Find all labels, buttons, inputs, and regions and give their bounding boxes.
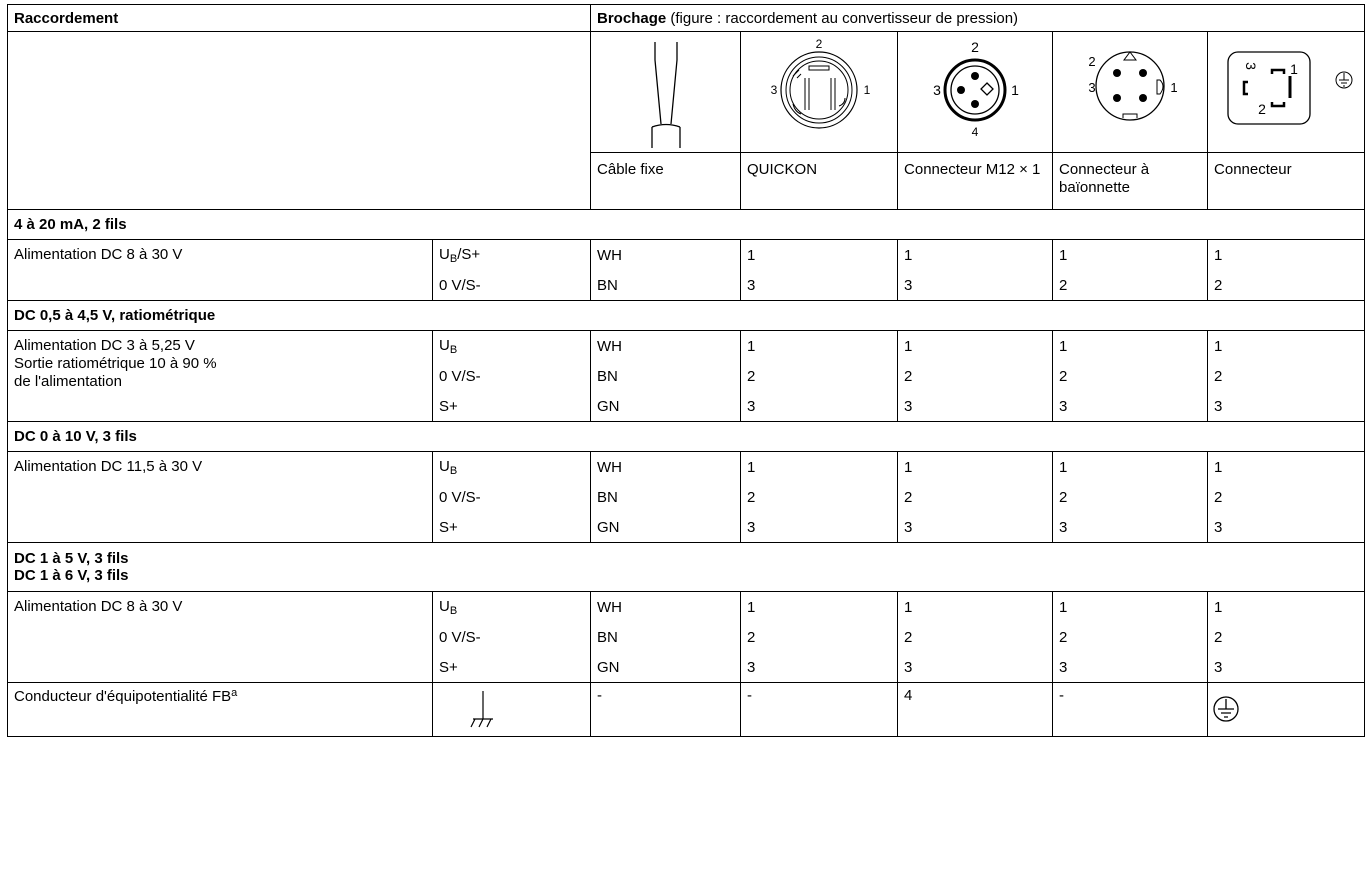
pin-connector: 2 [1208,482,1365,512]
pin-m12: 3 [898,391,1053,422]
table-row [8,452,1365,483]
pin-cable: BN [591,270,741,301]
pin-bayonet: 3 [1053,652,1208,683]
signal-subscript: B [449,252,458,265]
header-connection: Raccordement [8,5,591,32]
chassis-ground-icon [433,683,591,732]
connector-pin-3: 3 [1243,62,1260,70]
figure-cell-m12 [898,32,1053,153]
signal-name [433,452,591,483]
pin-m12: 1 [898,240,1053,271]
pin-m12: 2 [898,482,1053,512]
connector-figures-row [8,32,1365,153]
pin-connector: 2 [1208,622,1365,652]
pin-cable: GN [591,652,741,683]
signal-name [433,512,591,543]
signal-name [433,592,591,623]
fixed-cable-icon [591,32,741,148]
quickon-pin-left: 3 [770,83,778,97]
signal-main: U [439,457,450,475]
connector-name-connector: Connecteur [1208,153,1365,210]
pin-bayonet: 2 [1053,482,1208,512]
pin-connector: 1 [1208,452,1365,483]
footnote-marker: a [231,687,238,699]
pin-cable: WH [591,240,741,271]
pin-quickon: 1 [741,452,898,483]
pin-bayonet: 3 [1053,512,1208,543]
section-header [8,543,1365,592]
bayonet-connector-icon [1053,32,1208,148]
pin-bayonet: 1 [1053,452,1208,483]
pin-bayonet: 1 [1053,240,1208,271]
section-title [8,210,1365,240]
signal-main: U [439,597,450,615]
equipotential-text: Conducteur d'équipotentialité FB [14,688,232,705]
signal-main: U [439,245,450,263]
section-title-line: DC 0,5 à 4,5 V, ratiométrique [14,307,216,324]
section-title-line: DC 1 à 5 V, 3 fils [14,550,129,567]
pin-cable: BN [591,482,741,512]
connector-pin-1: 1 [1290,61,1298,77]
table-row [8,240,1365,271]
signal-name [433,391,591,422]
pin-quickon: 3 [741,391,898,422]
figure-cell-bayonet [1053,32,1208,153]
signal-subscript: B [449,464,458,477]
supply-description: Alimentation DC 8 à 30 V [8,240,433,301]
chassis-ground-cell [433,683,591,737]
pin-cable: WH [591,452,741,483]
header-pinout [591,5,1365,32]
signal-name [433,652,591,683]
connector-name-cable: Câble fixe [591,153,741,210]
bayonet-pin-top: 2 [1088,54,1096,69]
pin-connector: 1 [1208,331,1365,362]
signal-name [433,240,591,271]
connector-name-m12: Connecteur M12 × 1 [898,153,1053,210]
section-title [8,422,1365,452]
pin-quickon: 1 [741,592,898,623]
pin-bayonet: 1 [1053,331,1208,362]
pin-m12: 4 [898,683,1053,737]
pin-cable: BN [591,622,741,652]
empty-header-cell [8,32,591,210]
pin-m12: 3 [898,512,1053,543]
connector-pin-2: 2 [1258,101,1266,117]
signal-main: S+ [439,397,458,415]
pin-quickon: 3 [741,652,898,683]
pin-cable: WH [591,592,741,623]
pin-m12: 3 [898,270,1053,301]
pin-connector: 1 [1208,592,1365,623]
pin-m12: 2 [898,361,1053,391]
section-title [8,301,1365,331]
pin-quickon: 2 [741,361,898,391]
pin-quickon: 3 [741,270,898,301]
table-row [8,331,1365,362]
pin-bayonet: 1 [1053,592,1208,623]
section-title [8,543,1365,592]
signal-main: 0 V/S- [439,628,481,646]
signal-name [433,482,591,512]
pin-m12: 1 [898,452,1053,483]
section-title-line: DC 1 à 6 V, 3 fils [14,567,129,584]
m12-pin-left: 3 [933,82,941,98]
signal-subscript: B [449,343,458,356]
signal-main: 0 V/S- [439,367,481,385]
pin-quickon: 1 [741,240,898,271]
pin-quickon: 2 [741,622,898,652]
pin-m12: 1 [898,331,1053,362]
section-header [8,210,1365,240]
pin-connector [1208,683,1365,737]
connector-name-bayonet: Connecteur à baïonnette [1053,153,1208,210]
signal-main: U [439,336,450,354]
pin-connector: 3 [1208,391,1365,422]
angle-connector-icon [1208,32,1365,148]
pin-m12: 1 [898,592,1053,623]
quickon-pin-right: 1 [863,83,871,97]
bayonet-pin-left: 3 [1088,80,1096,95]
supply-description: Alimentation DC 11,5 à 30 V [8,452,433,543]
pin-quickon: 2 [741,482,898,512]
signal-name [433,622,591,652]
section-header [8,422,1365,452]
equipotential-row [8,683,1365,737]
table-row [8,592,1365,623]
pin-connector: 3 [1208,512,1365,543]
pin-bayonet: 2 [1053,361,1208,391]
figure-cell-quickon [741,32,898,153]
pinout-table [7,4,1365,737]
pin-bayonet: 2 [1053,622,1208,652]
m12-pin-bottom: 4 [971,125,979,139]
pin-connector: 2 [1208,361,1365,391]
pin-bayonet: - [1053,683,1208,737]
section-title-line: DC 0 à 10 V, 3 fils [14,428,137,445]
pin-m12: 3 [898,652,1053,683]
signal-name [433,361,591,391]
pin-cable: GN [591,391,741,422]
signal-name [433,331,591,362]
quickon-pin-top: 2 [815,37,823,51]
pin-m12: 2 [898,622,1053,652]
signal-name [433,270,591,301]
supply-description: Alimentation DC 3 à 5,25 V Sortie ratiométrique 10 à 90 % de l'alimentation [8,331,433,422]
quickon-connector-icon [741,32,898,148]
pin-cable: GN [591,512,741,543]
signal-main: 0 V/S- [439,488,481,506]
pin-cable: WH [591,331,741,362]
header-row [8,5,1365,32]
section-title-line: 4 à 20 mA, 2 fils [14,216,127,233]
header-pinout-caption: (figure : raccordement au convertisseur de pression) [666,9,1019,27]
pin-quickon: 3 [741,512,898,543]
pin-connector: 2 [1208,270,1365,301]
connector-name-quickon: QUICKON [741,153,898,210]
figure-cell-cable [591,32,741,153]
bayonet-pin-right: 1 [1170,80,1178,95]
header-pinout-bold: Brochage [597,9,667,27]
m12-pin-right: 1 [1011,82,1019,98]
m12-pin-top: 2 [971,39,979,55]
pin-connector: 1 [1208,240,1365,271]
signal-suffix: /S+ [457,245,481,263]
pin-cable: - [591,683,741,737]
signal-main: S+ [439,518,458,536]
supply-description: Alimentation DC 8 à 30 V [8,592,433,683]
signal-subscript: B [449,604,458,617]
protective-earth-small-icon [1336,72,1352,88]
pin-bayonet: 3 [1053,391,1208,422]
section-header [8,301,1365,331]
figure-cell-connector [1208,32,1365,153]
pin-bayonet: 2 [1053,270,1208,301]
pin-quickon: - [741,683,898,737]
signal-main: 0 V/S- [439,276,481,294]
protective-earth-icon [1208,683,1365,732]
pin-connector: 3 [1208,652,1365,683]
signal-main: S+ [439,658,458,676]
pinout-document [7,4,1364,737]
m12-connector-icon [898,32,1053,148]
pin-cable: BN [591,361,741,391]
equipotential-label [8,683,433,737]
pin-quickon: 1 [741,331,898,362]
